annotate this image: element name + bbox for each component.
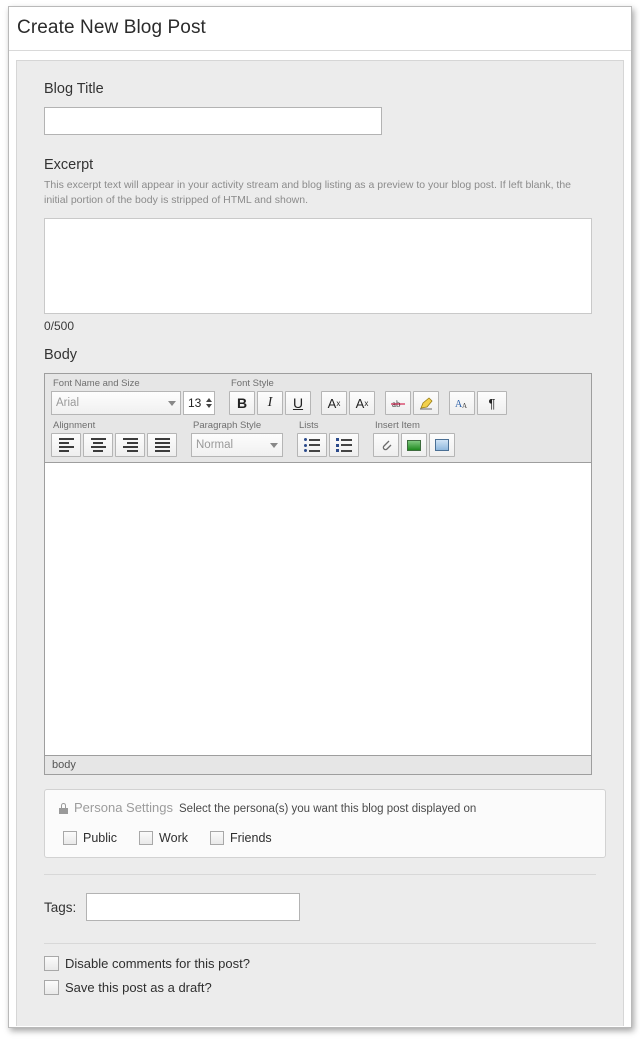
toolbar-group-alignment	[51, 420, 177, 457]
paragraph-style-value: Normal	[196, 439, 234, 452]
blog-title-label: Blog Title	[44, 81, 104, 97]
body-textarea[interactable]	[45, 463, 591, 755]
align-center-icon[interactable]	[83, 433, 113, 457]
excerpt-textarea[interactable]	[44, 218, 592, 314]
font-color-icon[interactable]	[449, 391, 475, 415]
font-style-caption: Font Style	[231, 378, 274, 390]
tags-input[interactable]	[86, 893, 300, 921]
highlighter-glyph	[419, 397, 434, 410]
bullet-list-icon[interactable]	[297, 433, 327, 457]
insert-document-icon[interactable]	[429, 433, 455, 457]
tags-field	[17, 875, 623, 921]
persona-checkbox-work[interactable]	[139, 831, 188, 845]
lock-icon	[59, 803, 68, 814]
persona-settings-hint: Select the persona(s) you want this blog post displayed on	[179, 803, 477, 816]
persona-settings-panel	[44, 789, 606, 858]
font-color-glyph	[455, 397, 470, 410]
superscript-button[interactable]: A x	[349, 391, 375, 415]
disable-comments-checkbox[interactable]	[44, 956, 596, 971]
font-name-value: Arial	[56, 397, 80, 410]
attachment-icon[interactable]	[373, 433, 399, 457]
toolbar-group-lists	[297, 420, 359, 457]
font-size-stepper[interactable]	[183, 391, 215, 415]
svg-text:ab: ab	[391, 398, 400, 409]
rich-text-editor	[44, 373, 592, 775]
excerpt-field	[17, 135, 623, 333]
body-label: Body	[44, 347, 78, 364]
align-right-icon[interactable]	[115, 433, 145, 457]
align-justify-icon[interactable]	[147, 433, 177, 457]
persona-checkbox-public[interactable]	[63, 831, 117, 845]
alignment-caption: Alignment	[53, 420, 96, 432]
checkbox-icon[interactable]	[44, 980, 59, 995]
window-titlebar	[9, 7, 631, 51]
toolbar-group-insert-item	[373, 420, 455, 457]
checkbox-icon[interactable]	[210, 831, 224, 845]
bold-button[interactable]: B	[229, 391, 255, 415]
chevron-down-icon	[168, 401, 176, 406]
strikethrough-icon[interactable]	[385, 391, 411, 415]
save-as-draft-checkbox[interactable]	[44, 980, 596, 995]
disable-comments-label: Disable comments for this post?	[65, 956, 250, 972]
font-name-select[interactable]	[51, 391, 181, 415]
excerpt-label: Excerpt	[44, 157, 94, 173]
checkbox-icon[interactable]	[44, 956, 59, 971]
stepper-down-icon[interactable]	[206, 404, 212, 408]
paragraph-style-select[interactable]	[191, 433, 283, 457]
editor-toolbar	[45, 374, 591, 463]
subscript-button[interactable]: A x	[321, 391, 347, 415]
toolbar-group-font-style	[229, 378, 507, 415]
font-group-caption: Font Name and Size	[53, 378, 140, 390]
toolbar-group-font	[51, 378, 215, 415]
page-title: Create New Blog Post	[17, 17, 206, 38]
numbered-list-icon[interactable]	[329, 433, 359, 457]
blog-title-field	[17, 61, 623, 135]
form-content	[16, 60, 624, 1026]
checkbox-icon[interactable]	[63, 831, 77, 845]
save-as-draft-label: Save this post as a draft?	[65, 980, 212, 996]
tags-label: Tags:	[44, 899, 77, 915]
excerpt-character-counter: 0/500	[44, 319, 75, 334]
stepper-arrows[interactable]	[206, 398, 212, 408]
blog-title-input[interactable]	[44, 107, 382, 135]
strikethrough-glyph	[391, 397, 406, 410]
create-blog-post-window	[8, 6, 632, 1028]
persona-label-work: Work	[159, 831, 188, 846]
italic-button[interactable]: I	[257, 391, 283, 415]
body-field	[17, 333, 623, 775]
insert-item-caption: Insert Item	[375, 420, 420, 432]
svg-text:A: A	[454, 398, 462, 410]
excerpt-description: This excerpt text will appear in your activity stream and blog listing as a preview to your blog post. If left blank, the initial portion of the body is stripped of HTML and shown.	[44, 179, 572, 207]
paperclip-glyph	[379, 438, 393, 452]
insert-image-icon[interactable]	[401, 433, 427, 457]
font-size-value: 13	[188, 396, 202, 411]
persona-settings-title: Persona Settings	[74, 800, 174, 816]
toolbar-group-paragraph-style	[191, 420, 283, 457]
stepper-up-icon[interactable]	[206, 398, 212, 402]
pilcrow-button[interactable]: ¶	[477, 391, 507, 415]
paragraph-style-caption: Paragraph Style	[193, 420, 262, 432]
align-left-icon[interactable]	[51, 433, 81, 457]
checkbox-icon[interactable]	[139, 831, 153, 845]
editor-status-bar: body	[45, 755, 591, 774]
persona-label-public: Public	[83, 831, 118, 846]
persona-label-friends: Friends	[229, 831, 272, 846]
lists-caption: Lists	[299, 420, 319, 432]
post-options	[17, 944, 623, 995]
underline-button[interactable]: U	[285, 391, 311, 415]
persona-checkbox-friends[interactable]	[210, 831, 272, 845]
svg-text:A: A	[461, 401, 467, 410]
highlighter-icon[interactable]	[413, 391, 439, 415]
chevron-down-icon	[270, 443, 278, 448]
